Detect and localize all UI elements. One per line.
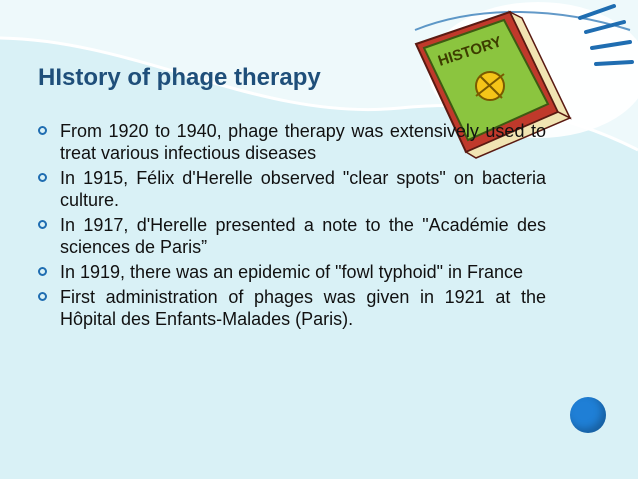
bullet-item <box>38 120 546 164</box>
bullet-item <box>38 261 546 283</box>
bullet-text: In 1917, d'Herelle presented a note to the "Académie des sciences de Paris” <box>60 215 546 257</box>
bullet-marker-icon <box>38 220 47 229</box>
bullet-text: In 1915, Félix d'Herelle observed "clear spots" on bacteria culture. <box>60 168 546 210</box>
bullet-marker-icon <box>38 267 47 276</box>
slide-title: HIstory of phage therapy <box>38 64 321 91</box>
bullet-item <box>38 167 546 211</box>
decorative-circle-icon <box>570 397 606 433</box>
bullet-item <box>38 214 546 258</box>
bullet-marker-icon <box>38 292 47 301</box>
bullet-text: First administration of phages was given in 1921 at the Hôpital des Enfants-Malades (Paris). <box>60 287 546 329</box>
bullet-text: From 1920 to 1940, phage therapy was extensively used to treat various infectious diseases <box>60 121 546 163</box>
bullet-marker-icon <box>38 173 47 182</box>
bullet-text: In 1919, there was an epidemic of "fowl typhoid" in France <box>60 262 524 282</box>
bullet-marker-icon <box>38 126 47 135</box>
book-label: HISTORY <box>435 33 504 70</box>
bullet-list <box>38 120 546 333</box>
bullet-item <box>38 286 546 330</box>
